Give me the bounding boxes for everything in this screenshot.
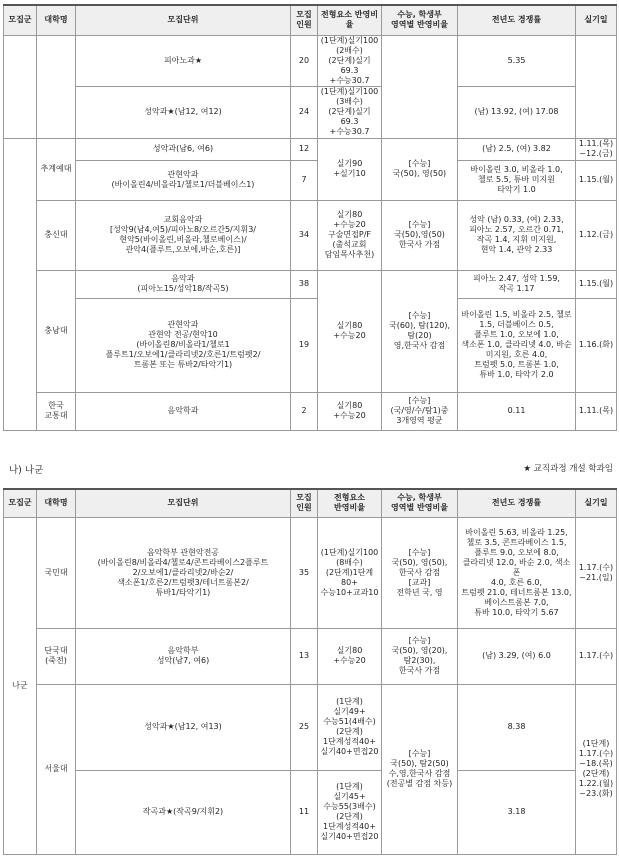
subject-ratio-cell: [수능] 국(50), 영(50), 한국사 감점 [교과] 전학년 국, 영 [382, 517, 458, 628]
group-cell [4, 35, 37, 138]
unit-cell: 음악과 (피아노15/성악18/작곡5) [76, 270, 291, 298]
ratio-cell: 실기80 +수능20 [318, 270, 382, 392]
competition-cell: 3.18 [458, 770, 576, 854]
count-cell: 34 [291, 200, 318, 270]
ratio-cell: (1단계)실기100 (3배수) (2단계)실기69.3 +수능30.7 [318, 86, 382, 138]
competition-cell: 바이올린 5.63, 비올라 1.25, 첼로 3.5, 콘트라베이스 1.5, 플루트 9.0, 오보에 8.0, 클라리넷 12.0, 바순 2.0, 색소폰 4.0, 호른 6.0, 트럼펫 21.0, 테너트롬본 13.0, 베이스트롬본 7.0, 튜바 10.0, 타악기 5.67 [458, 517, 576, 628]
subject-ratio-cell: [수능] 국(50), 영(50) [382, 138, 458, 200]
table-row [4, 628, 617, 684]
competition-cell: (남) 3.29, (여) 6.0 [458, 628, 576, 684]
table-row [4, 770, 617, 854]
competition-cell: (남) 13.92, (여) 17.08 [458, 86, 576, 138]
teacher-course-note: ★ 교직과정 개설 학과임 [523, 464, 613, 474]
ratio-cell: 실기80 +수능20 구술면접P/F (출석교회 담임목사추천) [318, 200, 382, 270]
table-row [4, 160, 617, 200]
table-row [4, 392, 617, 430]
unit-cell: 관현악과 (바이올린4/비올라1/첼로1/더블베이스1) [76, 160, 291, 200]
exam-date-cell: 1.15.(월) [576, 160, 617, 200]
exam-date-cell: 1.17.(수) ~21.(일) [576, 517, 617, 628]
header-unit: 모집단위 [76, 5, 291, 35]
group-cell: 나군 [4, 517, 37, 854]
header-competition: 전년도 경쟁률 [458, 5, 576, 35]
university-cell: 추계예대 [37, 138, 76, 200]
section-title: 나) 나군 [9, 465, 44, 476]
competition-cell: 바이올린 1.5, 비올라 2.5, 첼로 1.5, 더블베이스 0.5, 플루트 1.0, 오보에 1.0, 색소폰 1.0, 클라리넷 4.0, 바순 미지원, 호른 4.0, 트럼펫 5.0, 트롬본 1.0, 튜바 1.0, 타악기 2.0 [458, 298, 576, 392]
group-cell [4, 138, 37, 430]
ratio-cell: (1단계) 실기45+ 수능55(3배수) (2단계) 1단계성적40+ 실기40+면접20 [318, 770, 382, 854]
header-count: 모집 인원 [291, 489, 318, 517]
subject-ratio-cell: [수능] 국(50), 영(20), 탐2(30), 한국사 가점 [382, 628, 458, 684]
exam-date-cell: 1.17.(수) [576, 628, 617, 684]
header-group: 모집군 [4, 489, 37, 517]
header-group: 모집군 [4, 5, 37, 35]
table-header-row [4, 489, 617, 517]
competition-cell: 바이올린 3.0, 비올라 1.0, 첼로 5.5, 튜바 미지원 타악기 1.0 [458, 160, 576, 200]
unit-cell: 교회음악과 [성악9(남4,여5)/피아노8/오르간5/지휘3/ 현악5(바이올린,비올라,첼로베이스)/ 관악4(플루트,오보에,바순,호른)] [76, 200, 291, 270]
table-row [4, 200, 617, 270]
unit-cell: 음악학부 성악(남7, 여6) [76, 628, 291, 684]
ratio-cell: 실기80 +수능20 [318, 392, 382, 430]
exam-date-cell: 1.11.(목) ~12.(금) [576, 138, 617, 160]
header-subject-ratio: 수능, 학생부 영역별 반영비율 [382, 489, 458, 517]
table-row [4, 35, 617, 86]
table-row [4, 684, 617, 770]
unit-cell: 성악과(남6, 여6) [76, 138, 291, 160]
competition-cell: 0.11 [458, 392, 576, 430]
count-cell: 11 [291, 770, 318, 854]
header-university: 대학명 [37, 489, 76, 517]
unit-cell: 피아노과★ [76, 35, 291, 86]
subject-ratio-cell [382, 35, 458, 138]
header-exam-date: 실기일 [576, 489, 617, 517]
table-na-group [3, 488, 617, 855]
count-cell: 12 [291, 138, 318, 160]
header-ratio: 전형요소 반영비율 [318, 489, 382, 517]
subject-ratio-cell: [수능] 국(50), 탐2(50) 수,영,한국사 감점 (전공별 감점 차등) [382, 684, 458, 854]
unit-cell: 성악과★(남12, 여13) [76, 684, 291, 770]
unit-cell: 음악학과 [76, 392, 291, 430]
university-cell: 국민대 [37, 517, 76, 628]
unit-cell: 관현악과 관현악 전공/현악10 (바이올린8/비올라1/첼로1 플루트1/오보에1/클라리넷2/호른1/트럼펫2/ 트롬본 또는 튜바2/타악기1) [76, 298, 291, 392]
university-cell: 서울대 [37, 684, 76, 854]
table-row [4, 138, 617, 160]
subject-ratio-cell: [수능] 국(60), 탐(120), 탐(20) 영,한국사 감점 [382, 270, 458, 392]
count-cell: 2 [291, 392, 318, 430]
count-cell: 20 [291, 35, 318, 86]
university-cell: 한국 교통대 [37, 392, 76, 430]
count-cell: 25 [291, 684, 318, 770]
count-cell: 19 [291, 298, 318, 392]
table-row [4, 86, 617, 138]
competition-cell: 8.38 [458, 684, 576, 770]
table-ga-group [3, 4, 617, 431]
table-row [4, 517, 617, 628]
header-university: 대학명 [37, 5, 76, 35]
competition-cell: 피아노 2.47, 성악 1.59, 작곡 1.17 [458, 270, 576, 298]
header-count: 모집 인원 [291, 5, 318, 35]
subject-ratio-cell: [수능] (국/영/수/탐1)중 3개영역 평균 [382, 392, 458, 430]
ratio-cell: (1단계)실기100 (8배수) (2단계)1단계80+ 수능10+교과10 [318, 517, 382, 628]
table-row [4, 298, 617, 392]
exam-date-cell: (1단계) 1.17.(수) ~18.(목) (2단계) 1.22.(월) ~23.(화) [576, 684, 617, 854]
header-exam-date: 실기일 [576, 5, 617, 35]
university-cell: 충남대 [37, 270, 76, 392]
ratio-cell: 실기90 +실기10 [318, 138, 382, 200]
count-cell: 38 [291, 270, 318, 298]
competition-cell: 성악 (남) 0.33, (여) 2.33, 피아노 2.57, 오르간 0.71, 작곡 1.4, 지휘 미지원, 현악 1.4, 관악 2.33 [458, 200, 576, 270]
ratio-cell: (1단계) 실기49+ 수능51(4배수) (2단계) 1단계성적40+ 실기40+면접20 [318, 684, 382, 770]
header-ratio: 전형요소 반영비율 [318, 5, 382, 35]
table-header-row [4, 5, 617, 35]
header-unit: 모집단위 [76, 489, 291, 517]
count-cell: 35 [291, 517, 318, 628]
exam-date-cell: 1.12.(금) [576, 200, 617, 270]
exam-date-cell: 1.15.(월) [576, 270, 617, 298]
university-cell: 충신대 [37, 200, 76, 270]
unit-cell: 작곡과★(작곡9/지휘2) [76, 770, 291, 854]
competition-cell: (남) 2.5, (여) 3.82 [458, 138, 576, 160]
exam-date-cell: 1.16.(화) [576, 298, 617, 392]
count-cell: 24 [291, 86, 318, 138]
header-subject-ratio: 수능, 학생부 영역별 반영비율 [382, 5, 458, 35]
university-cell: 단국대 (죽전) [37, 628, 76, 684]
ratio-cell: (1단계)실기100 (2배수) (2단계)실기69.3 +수능30.7 [318, 35, 382, 86]
exam-date-cell: 1.11.(목) [576, 392, 617, 430]
unit-cell: 음악학부 관현악전공 (바이올린8/비올라4/첼로4/콘트라베이스2플루트 2/오보에1/클라리넷2/바순2/ 색소폰1/호른2/트럼펫3/테너트롬본2/ 튜바1/타악기1) [76, 517, 291, 628]
university-cell [37, 35, 76, 138]
ratio-cell: 실기80 +수능20 [318, 628, 382, 684]
competition-cell: 5.35 [458, 35, 576, 86]
exam-date-cell [576, 35, 617, 138]
header-competition: 전년도 경쟁률 [458, 489, 576, 517]
subject-ratio-cell: [수능] 국(50),영(50) 한국사 가점 [382, 200, 458, 270]
table-row [4, 270, 617, 298]
count-cell: 13 [291, 628, 318, 684]
unit-cell: 성악과★(남12, 여12) [76, 86, 291, 138]
count-cell: 7 [291, 160, 318, 200]
